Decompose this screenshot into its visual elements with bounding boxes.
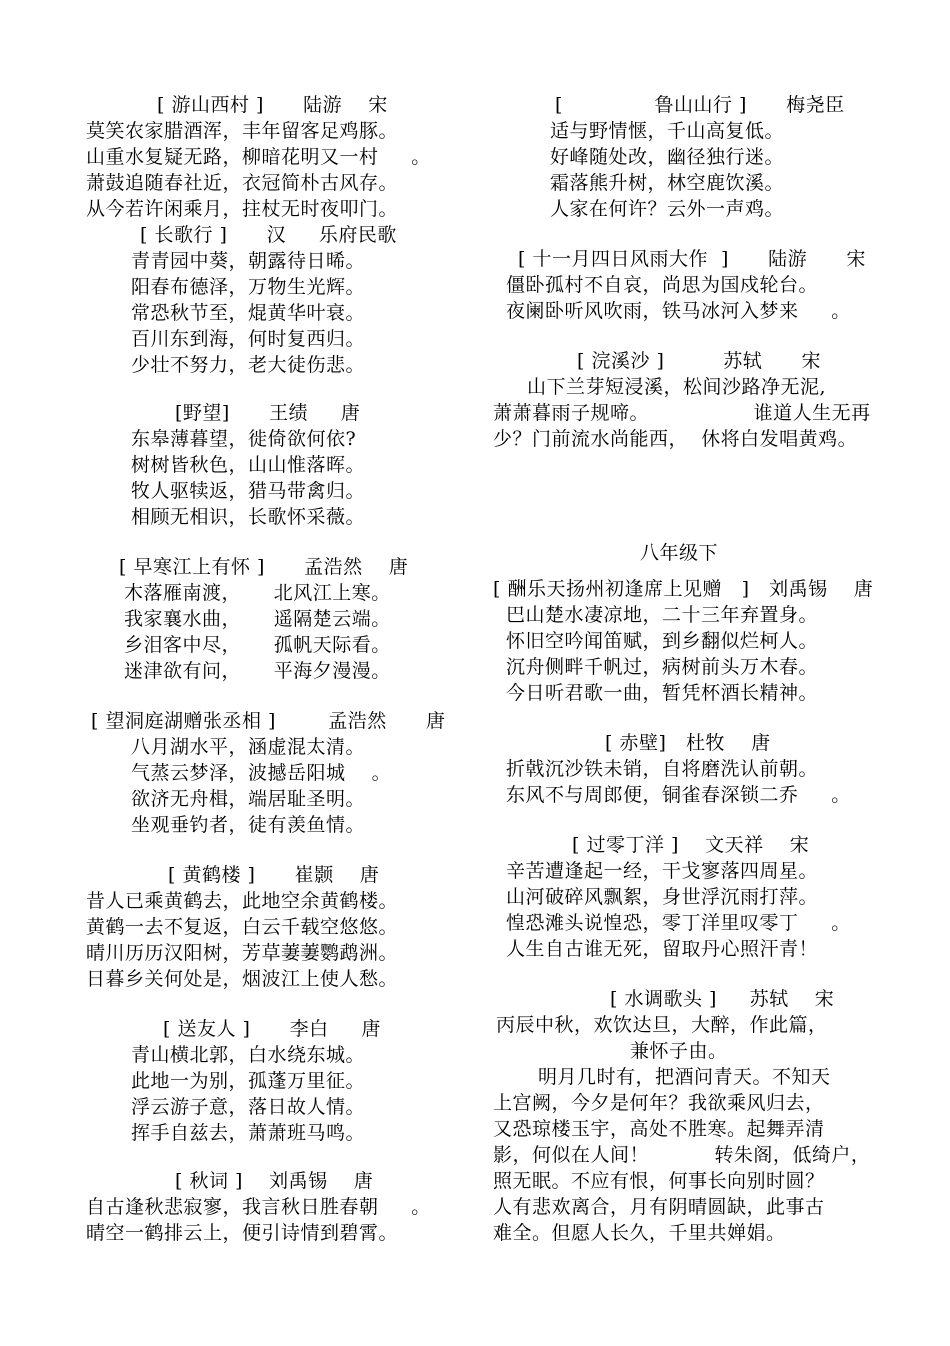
right-text-line: 今日听君歌一曲，暂凭杯酒长精神。 [506,682,819,704]
right-text-line: 又恐琼楼玉宇，高处不胜寒。起舞弄清 [493,1118,825,1140]
right-text-line: 怀旧空吟闻笛赋，到乡翻似烂柯人。 [506,630,819,652]
right-poem-title-line: [ 浣溪沙 ] 苏轼 宋 [577,350,821,372]
right-text-line: 萧萧暮雨子规啼。 谁道人生无再 [493,402,871,424]
right-text-line: 山下兰芽短浸溪，松间沙路净无泥, [527,376,827,398]
left-text-line: 日暮乡关何处是，烟波江上使人愁。 [86,968,399,990]
right-poem-title-line: [ 鲁山山行 ] 梅尧臣 [555,94,845,116]
right-text-line: 人有悲欢离合，月有阴晴圆缺，此事古 [493,1196,825,1218]
left-text-line: 阳春布德泽，万物生光辉。 [131,276,366,298]
right-text-line: 明月几时有，把酒问青天。不知天 [538,1066,831,1088]
right-text-line: 人生自古谁无死，留取丹心照汗青！ [506,938,819,960]
right-poem-title-line: 八年级下 [640,542,719,564]
left-text-line: 常恐秋节至，焜黄华叶衰。 [131,302,366,324]
right-poem-title-line: [ 过零丁洋 ] 文天祥 宋 [572,834,810,856]
left-text-line: 少壮不努力，老大徒伤悲。 [131,354,366,376]
right-poem-title-line: [ 十一月四日风雨大作 ] 陆游 宋 [518,248,866,270]
left-poem-title-line: [ 秋词 ] 刘禹锡 唐 [175,1170,374,1192]
left-text-line: 我家襄水曲， 遥隔楚云端。 [124,608,391,630]
right-text-line: 影，何似在人间！ 转朱阁，低绮户， [493,1144,871,1166]
left-text-line: 黄鹤一去不复返，白云千载空悠悠。 [86,916,399,938]
left-text-line: 从今若许闲乘月，拄杖无时夜叩门。 [86,198,399,220]
left-text-line: 晴川历历汉阳树，芳草萋萋鹦鹉洲。 [86,942,399,964]
left-poem-title-line: [ 望洞庭湖赠张丞相 ] 孟浩然 唐 [91,710,446,732]
right-text-line: 适与野情惬，千山高复低。 [550,120,785,142]
left-text-line: 相顾无相识，长歌怀采薇。 [131,506,366,528]
left-text-line: 乡泪客中尽， 孤帆天际看。 [124,634,391,656]
left-text-line: 晴空一鹤排云上，便引诗情到碧霄。 [86,1222,399,1244]
left-text-line: 莫笑农家腊酒浑，丰年留客足鸡豚。 [86,120,399,142]
left-text-line: 山重水复疑无路，柳暗花明又一村 。 [86,146,431,168]
left-poem-title-line: [ 黄鹤楼 ] 崔颢 唐 [168,864,380,886]
left-text-line: 青山横北郭，白水绕东城。 [131,1044,366,1066]
left-text-line: 牧人驱犊返，猎马带禽归。 [131,480,366,502]
right-text-line: 好峰随处改，幽径独行迷。 [550,146,785,168]
left-text-line: 百川东到海，何时复西归。 [131,328,366,350]
right-poem-title-line: [ 水调歌头 ] 苏轼 宋 [610,988,835,1010]
right-text-line: 东风不与周郎便，铜雀春深锁二乔 。 [506,784,851,806]
left-text-line: 八月湖水平，涵虚混太清。 [131,736,366,758]
left-text-line: 挥手自兹去，萧萧班马鸣。 [131,1122,366,1144]
right-text-line: 兼怀子由。 [630,1040,728,1062]
left-text-line: 浮云游子意，落日故人情。 [131,1096,366,1118]
left-text-line: 坐观垂钓者，徒有羡鱼情。 [131,814,366,836]
right-text-line: 山河破碎风飘絮，身世浮沉雨打萍。 [506,886,819,908]
right-text-line: 人家在何许？云外一声鸡。 [550,198,785,220]
right-text-line: 巴山楚水凄凉地，二十三年弃置身。 [506,604,819,626]
left-text-line: 青青园中葵，朝露待日晞。 [131,250,366,272]
right-text-line: 折戟沉沙铁未销，自将磨洗认前朝。 [506,758,819,780]
left-text-line: 自古逢秋悲寂寥，我言秋日胜春朝 。 [86,1196,431,1218]
left-poem-title-line: [野望] 王绩 唐 [175,402,361,424]
right-text-line: 上宫阙，今夕是何年？我欲乘风归去， [493,1092,825,1114]
left-poem-title-line: [ 送友人 ] 李白 唐 [163,1018,381,1040]
right-text-line: 丙辰中秋，欢饮达旦，大醉，作此篇， [496,1014,828,1036]
right-poem-title-line: [ 酬乐天扬州初逢席上见赠 ] 刘禹锡 唐 [493,578,874,600]
right-poem-title-line: [ 赤壁] 杜牧 唐 [605,732,771,754]
right-text-line: 霜落熊升树，林空鹿饮溪。 [550,172,785,194]
right-text-line: 僵卧孤村不自哀，尚思为国戍轮台。 [506,274,819,296]
left-text-line: 气蒸云梦泽，波撼岳阳城 。 [131,762,392,784]
left-text-line: 此地一为别，孤蓬万里征。 [131,1070,366,1092]
right-text-line: 难全。但愿人长久，千里共婵娟。 [493,1222,786,1244]
left-poem-title-line: [ 游山西村 ] 陆游 宋 [157,94,388,116]
right-text-line: 少？门前流水尚能西， 休将白发唱黄鸡。 [493,428,858,450]
left-text-line: 昔人已乘黄鹤去，此地空余黄鹤楼。 [86,890,399,912]
left-text-line: 东皋薄暮望，徙倚欲何依? [131,428,357,450]
right-text-line: 沉舟侧畔千帆过，病树前头万木春。 [506,656,819,678]
left-text-line: 迷津欲有问， 平海夕漫漫。 [124,660,391,682]
right-text-line: 辛苦遭逢起一经，干戈寥落四周星。 [506,860,819,882]
left-text-line: 萧鼓追随春社近，衣冠简朴古风存。 [86,172,399,194]
left-text-line: 木落雁南渡， 北风江上寒。 [124,582,391,604]
right-text-line: 惶恐滩头说惶恐，零丁洋里叹零丁 。 [506,912,851,934]
left-poem-title-line: [ 长歌行 ] 汉 乐府民歌 [140,224,397,246]
left-text-line: 树树皆秋色，山山惟落晖。 [131,454,366,476]
right-text-line: 照无眠。不应有恨，何事长向别时圆？ [493,1170,825,1192]
left-text-line: 欲济无舟楫，端居耻圣明。 [131,788,366,810]
right-text-line: 夜阑卧听风吹雨，铁马冰河入梦来 。 [506,300,851,322]
left-poem-title-line: [ 早寒江上有怀 ] 孟浩然 唐 [119,556,409,578]
